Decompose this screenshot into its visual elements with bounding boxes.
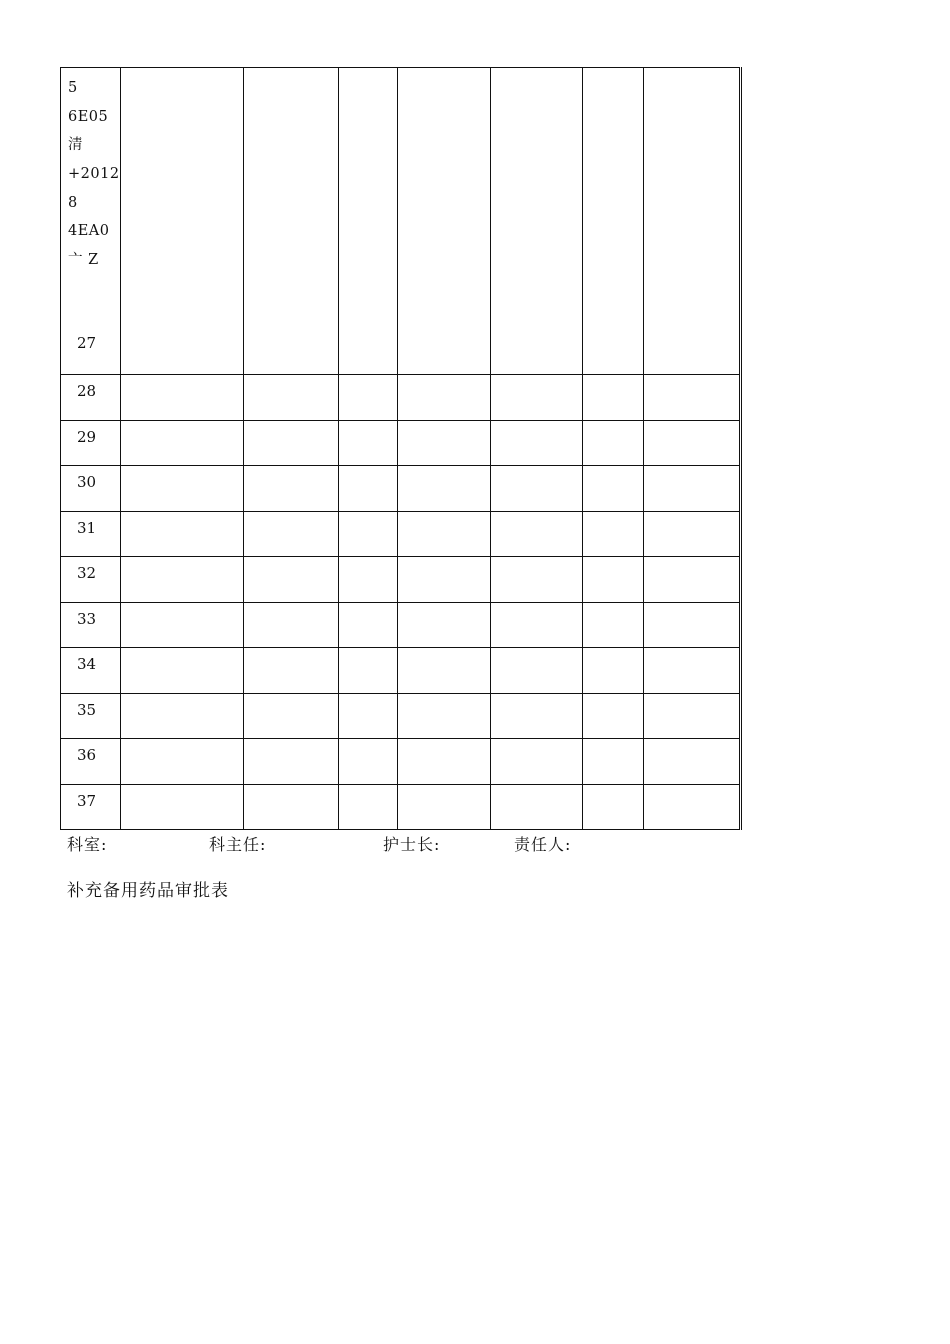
table-cell[interactable] [644, 648, 741, 694]
table-cell[interactable] [491, 466, 583, 512]
row-number: 34 [77, 655, 97, 673]
table-cell[interactable] [491, 68, 583, 375]
table-cell[interactable] [398, 739, 491, 785]
row-number: 32 [77, 564, 97, 582]
row-number-cell [61, 375, 121, 421]
row-number-cell [61, 511, 121, 557]
table-cell[interactable] [398, 466, 491, 512]
table-cell[interactable] [339, 68, 398, 375]
table-row [61, 466, 741, 512]
table-cell[interactable] [244, 693, 339, 739]
table-cell[interactable] [244, 375, 339, 421]
table-cell[interactable] [644, 602, 741, 648]
table-row [61, 693, 741, 739]
row-number-cell [61, 602, 121, 648]
row-number: 33 [77, 609, 97, 628]
table-cell[interactable] [583, 784, 644, 830]
table-cell[interactable] [583, 602, 644, 648]
row-number: 27 [77, 334, 97, 352]
table-row [61, 420, 741, 466]
table-cell[interactable] [491, 784, 583, 830]
table-cell[interactable] [244, 602, 339, 648]
head-nurse-label: 护士长: [383, 835, 441, 854]
row-number: 37 [77, 791, 97, 810]
table-cell[interactable] [644, 784, 741, 830]
table-cell[interactable] [398, 375, 491, 421]
table-cell[interactable] [244, 648, 339, 694]
table-cell[interactable] [398, 648, 491, 694]
table-row [61, 784, 741, 830]
table-cell[interactable] [339, 511, 398, 557]
table-cell[interactable] [339, 557, 398, 603]
table-cell[interactable] [121, 602, 244, 648]
table-cell[interactable] [244, 511, 339, 557]
table-row [61, 648, 741, 694]
table-cell[interactable] [121, 68, 244, 375]
table-cell[interactable] [491, 557, 583, 603]
garbled-text-stack: 5 6E05 清 +2012 8 4EA0 亠 Z [68, 80, 120, 269]
table-cell[interactable] [644, 557, 741, 603]
table-cell[interactable] [583, 68, 644, 375]
table-cell[interactable] [583, 557, 644, 603]
row-number-cell [61, 466, 121, 512]
table-cell[interactable] [339, 784, 398, 830]
table-cell[interactable] [398, 420, 491, 466]
table-cell[interactable] [583, 511, 644, 557]
table-cell[interactable] [583, 693, 644, 739]
director-label: 科主任: [209, 835, 267, 854]
table-cell[interactable] [491, 420, 583, 466]
table-row [61, 557, 741, 603]
table-cell[interactable] [398, 693, 491, 739]
table-row [61, 739, 741, 785]
table-row [61, 68, 741, 375]
row-number-cell [61, 557, 121, 603]
table-cell[interactable] [339, 602, 398, 648]
table-cell[interactable] [583, 466, 644, 512]
row-number: 36 [77, 746, 97, 764]
table-cell[interactable] [121, 784, 244, 830]
table-cell[interactable] [121, 375, 244, 421]
table-cell[interactable] [121, 648, 244, 694]
row-number: 35 [77, 700, 97, 719]
table-cell[interactable] [583, 375, 644, 421]
table-cell[interactable] [583, 739, 644, 785]
table-cell[interactable] [491, 648, 583, 694]
table-cell[interactable] [644, 466, 741, 512]
table-cell[interactable] [398, 511, 491, 557]
table-cell[interactable] [244, 466, 339, 512]
table-cell[interactable] [121, 420, 244, 466]
table-cell[interactable] [644, 739, 741, 785]
row-number: 31 [77, 518, 97, 537]
row-number: 29 [77, 427, 97, 446]
table-cell[interactable] [121, 739, 244, 785]
drug-record-table [60, 67, 742, 830]
row-number-cell [61, 420, 121, 466]
table-row [61, 511, 741, 557]
table-cell[interactable] [339, 466, 398, 512]
row-number-cell [61, 739, 121, 785]
table-cell[interactable] [339, 420, 398, 466]
department-label: 科室: [67, 835, 108, 854]
table-cell[interactable] [244, 739, 339, 785]
table-cell[interactable] [644, 511, 741, 557]
table-cell[interactable] [491, 511, 583, 557]
table-cell[interactable] [121, 693, 244, 739]
row-number-cell [61, 784, 121, 830]
table-cell[interactable] [644, 693, 741, 739]
table-cell[interactable] [244, 784, 339, 830]
signature-line [0, 832, 950, 856]
table-cell[interactable] [644, 420, 741, 466]
table-cell[interactable] [339, 693, 398, 739]
row-number-cell [61, 648, 121, 694]
table-cell[interactable] [491, 739, 583, 785]
row-number-cell [61, 693, 121, 739]
table-cell[interactable] [491, 602, 583, 648]
table-cell[interactable] [339, 739, 398, 785]
table-cell[interactable] [121, 557, 244, 603]
table-cell[interactable] [244, 557, 339, 603]
table-cell[interactable] [491, 375, 583, 421]
table-cell[interactable] [339, 375, 398, 421]
table-cell[interactable] [121, 511, 244, 557]
table-row [61, 602, 741, 648]
table-cell[interactable] [398, 68, 491, 375]
table-cell[interactable] [339, 648, 398, 694]
row-number: 28 [77, 382, 97, 400]
table-cell[interactable] [121, 466, 244, 512]
form-title: 补充备用药品审批表 [67, 881, 229, 901]
table-cell[interactable] [491, 693, 583, 739]
table-cell[interactable] [398, 557, 491, 603]
responsible-person-label: 责任人: [514, 835, 572, 854]
table-cell[interactable] [583, 648, 644, 694]
table-cell[interactable] [244, 420, 339, 466]
table-cell[interactable] [583, 420, 644, 466]
table-row [61, 375, 741, 421]
row-number-cell [61, 68, 121, 375]
row-number: 30 [77, 473, 97, 491]
table-cell[interactable] [398, 602, 491, 648]
table-cell[interactable] [398, 784, 491, 830]
table-cell[interactable] [644, 68, 741, 375]
table-cell[interactable] [644, 375, 741, 421]
table-cell[interactable] [244, 68, 339, 375]
